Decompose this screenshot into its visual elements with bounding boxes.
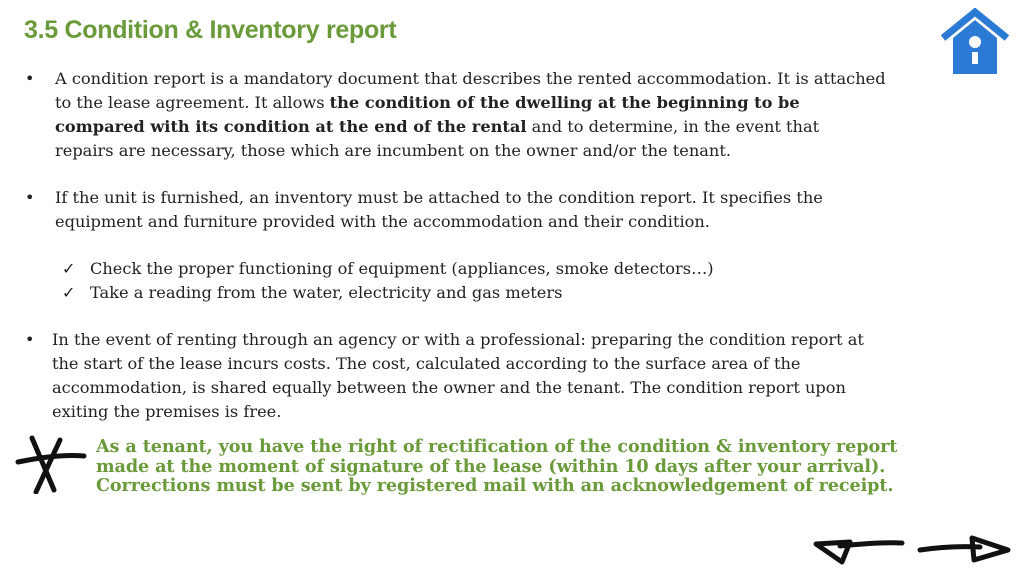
bullet-marker: • <box>25 330 35 349</box>
check-icon: ✓ <box>62 283 76 302</box>
arrow-right-icon <box>920 538 1008 560</box>
checklist-item: ✓ Check the proper functioning of equipment (appliances, smoke detectors…) <box>62 257 714 281</box>
back-button[interactable] <box>810 530 906 570</box>
check-icon: ✓ <box>62 259 76 278</box>
tenant-rights-note: As a tenant, you have the right of rectification of the condition & inventory report made at the moment of signature of the lease (within 10 days after your arrival). Corrections must be sent by registered mail with an acknowledgement of receipt. <box>96 436 898 496</box>
asterisk-icon <box>14 432 88 494</box>
home-icon[interactable] <box>938 8 1012 80</box>
paragraph-inventory: If the unit is furnished, an inventory must be attached to the condition report. It specifies the equipment and furniture provided with the accommodation and their condition. <box>55 188 823 231</box>
bullet-marker: • <box>25 188 35 207</box>
bullet-marker: • <box>25 69 35 88</box>
checklist-item: ✓ Take a reading from the water, electricity and gas meters <box>62 281 562 305</box>
paragraph-condition-report: A condition report is a mandatory document that describes the rented accommodation. It is attached to the lease agreement. It allows the condition of the dwelling at the beginning to be compared with its condition at the end of the rental and to determine, in the event that repairs are necessary, those which are incumbent on the owner and/or the tenant. <box>55 69 886 160</box>
arrow-left-icon <box>816 542 902 562</box>
page-title: 3.5 Condition & Inventory report <box>24 16 397 44</box>
paragraph-agency-costs: In the event of renting through an agency or with a professional: preparing the condition report at the start of the lease incurs costs. The cost, calculated according to the surface area of the accommodation, is shared equally between the owner and the tenant. The condition report upon exiting the premises is free. <box>52 330 864 421</box>
next-button[interactable] <box>914 530 1014 570</box>
